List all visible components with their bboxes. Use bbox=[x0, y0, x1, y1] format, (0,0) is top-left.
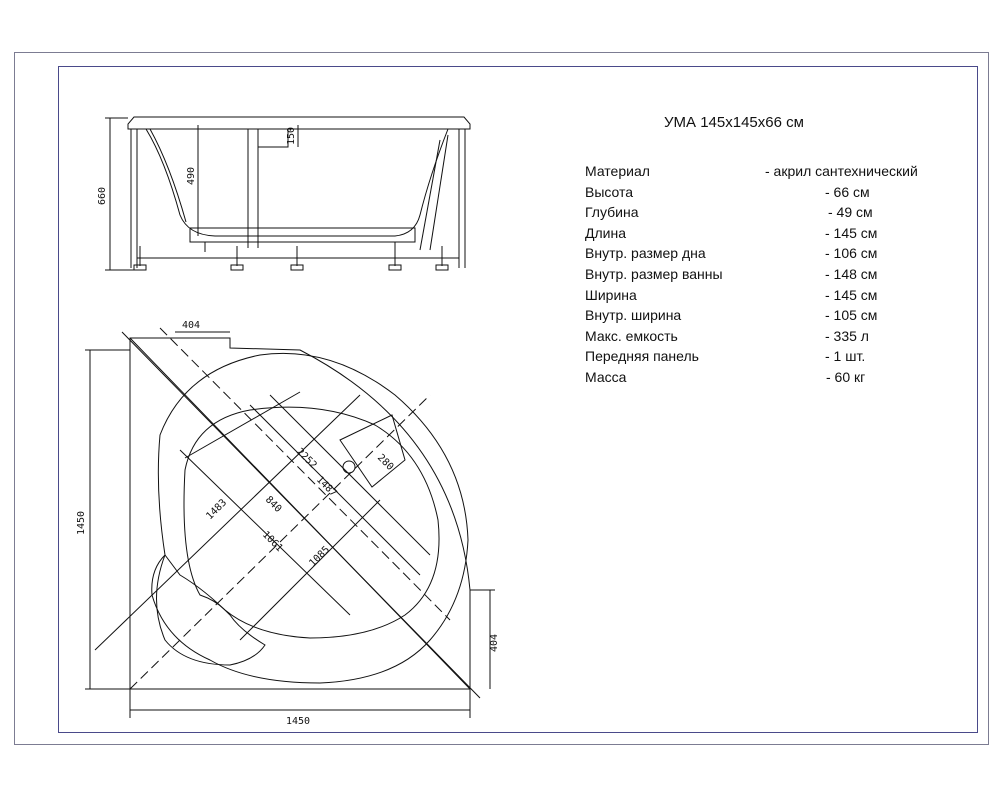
spec-label: Высота bbox=[585, 183, 634, 200]
spec-value: - 145 см bbox=[825, 286, 878, 303]
dim-1450-vertical: 1450 bbox=[76, 510, 87, 535]
spec-list bbox=[585, 161, 985, 388]
spec-label: Материал bbox=[585, 163, 650, 179]
dim-280: 280 bbox=[374, 452, 396, 473]
dim-840: 840 bbox=[262, 494, 284, 515]
spec-row-height bbox=[585, 182, 985, 203]
dim-150: 150 bbox=[286, 126, 297, 145]
spec-row-depth bbox=[585, 202, 985, 223]
spec-label: Масса bbox=[585, 368, 627, 385]
dim-404-right: 404 bbox=[489, 633, 500, 652]
side-rim bbox=[128, 117, 470, 129]
dim-1085: 1085 bbox=[307, 544, 333, 570]
dim-490: 490 bbox=[186, 166, 197, 185]
dim-1061: 1061 bbox=[259, 529, 285, 555]
spec-value: - 60 кг bbox=[826, 368, 866, 385]
spec-row-width bbox=[585, 285, 985, 306]
spec-label: Ширина bbox=[585, 286, 637, 303]
spec-label: Внутр. ширина bbox=[585, 307, 682, 324]
spec-row-bottom-size bbox=[585, 243, 985, 264]
spec-value: - 335 л bbox=[825, 327, 869, 344]
dim-1450-horizontal: 1450 bbox=[286, 716, 311, 727]
top-view bbox=[85, 328, 495, 718]
spec-row-material bbox=[585, 161, 985, 182]
spec-label: Внутр. размер ванны bbox=[585, 265, 723, 282]
spec-label: Длина bbox=[585, 224, 626, 241]
dim-1483: 1483 bbox=[204, 497, 230, 523]
spec-label: Глубина bbox=[585, 204, 639, 221]
spec-value: - 148 см bbox=[825, 265, 878, 282]
spec-row-weight bbox=[585, 367, 985, 388]
dim-660: 660 bbox=[97, 186, 108, 205]
dim-1487: 1487 bbox=[313, 474, 339, 500]
spec-value: - акрил сантехнический bbox=[765, 163, 918, 179]
drain bbox=[343, 461, 355, 473]
spec-value: - 49 см bbox=[828, 204, 873, 221]
spec-row-length bbox=[585, 223, 985, 244]
spec-label: Передняя панель bbox=[585, 348, 699, 365]
spec-value: - 66 см bbox=[825, 183, 870, 200]
spec-value: - 106 см bbox=[825, 245, 878, 262]
dim-404-top: 404 bbox=[182, 320, 201, 331]
spec-value: - 145 см bbox=[825, 224, 878, 241]
spec-label: Макс. емкость bbox=[585, 327, 678, 344]
spec-value: - 105 см bbox=[825, 307, 878, 324]
top-rim-contour bbox=[152, 353, 468, 683]
spec-row-inner-width bbox=[585, 305, 985, 326]
product-title: УМА 145х145х66 см bbox=[664, 114, 804, 131]
spec-row-front-panel bbox=[585, 346, 985, 367]
spec-value: - 1 шт. bbox=[825, 348, 866, 365]
spec-row-inner-size bbox=[585, 264, 985, 285]
dim-2252: 2252 bbox=[293, 446, 319, 472]
spec-label: Внутр. размер дна bbox=[585, 245, 706, 262]
spec-row-capacity bbox=[585, 326, 985, 347]
